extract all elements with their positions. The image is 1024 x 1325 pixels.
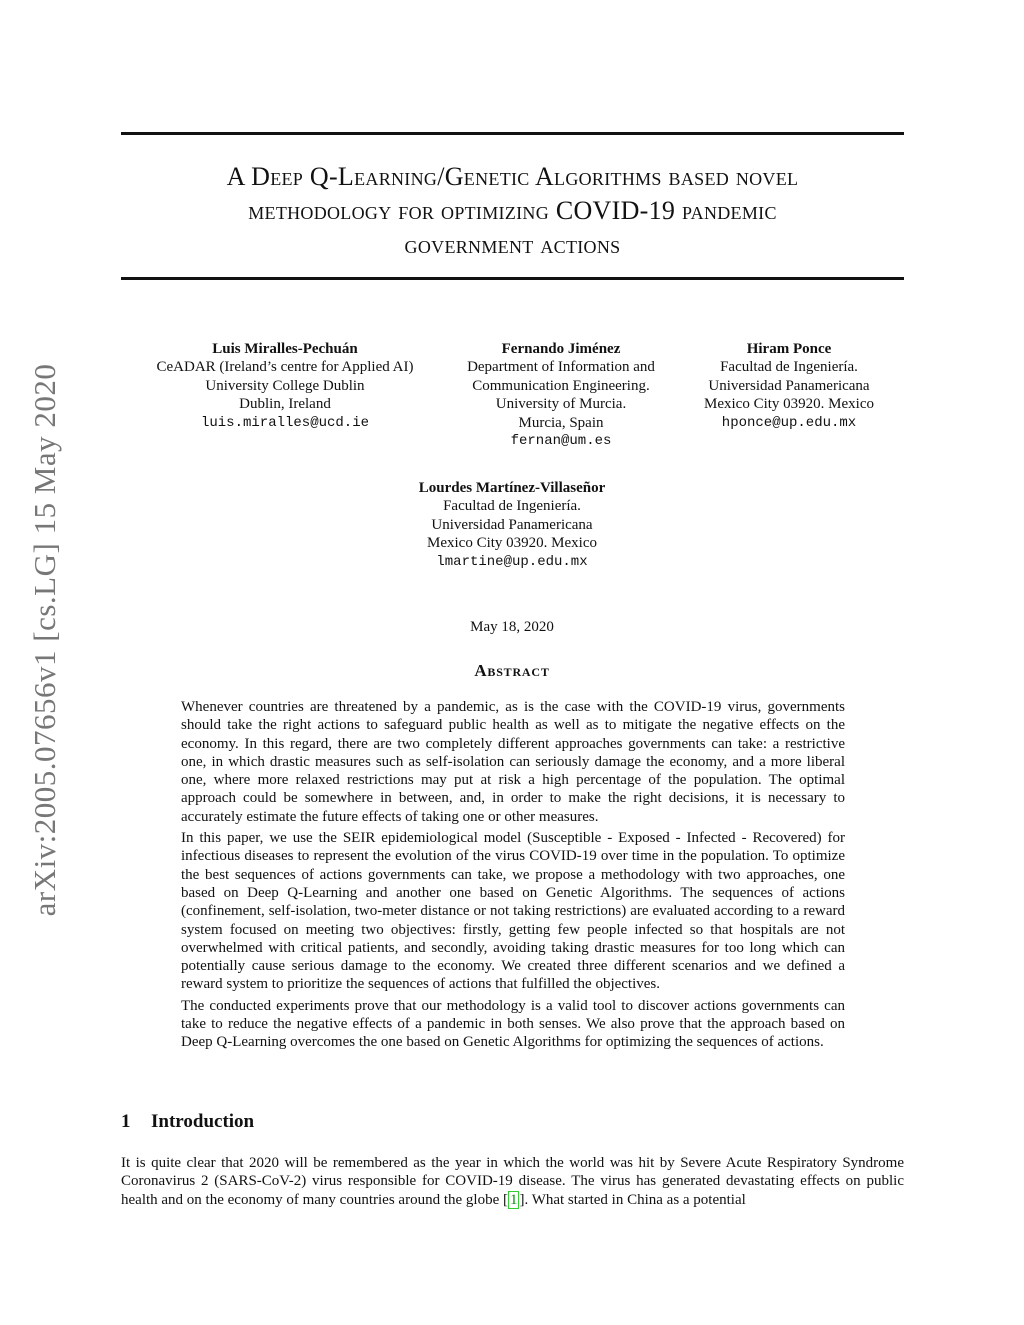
author-affiliation: Universidad Panamericana <box>431 516 593 533</box>
author-affiliation: University of Murcia. <box>495 396 627 413</box>
author-affiliation: Department of Information and <box>467 359 655 376</box>
intro-text-continued: ]. What started in China as a potential <box>519 1191 746 1208</box>
author-affiliation: University College Dublin <box>205 377 365 394</box>
title-top-rule <box>121 132 904 135</box>
paper-title <box>121 160 904 262</box>
title-line-2-end: pandemic <box>675 196 777 225</box>
author-affiliation: Universidad Panamericana <box>708 377 870 394</box>
section-number: 1 <box>121 1111 131 1132</box>
author-email[interactable]: luis.miralles@ucd.ie <box>200 414 370 431</box>
author-affiliation: CeADAR (Ireland’s centre for Applied AI) <box>156 359 414 376</box>
author-name: Luis Miralles-Pechuán <box>212 341 358 357</box>
author-email[interactable]: lmartine@up.edu.mx <box>436 553 588 570</box>
author-block <box>467 340 655 450</box>
author-block <box>156 340 413 432</box>
intro-text: It is quite clear that 2020 will be remembered as the year in which the world was hit by Severe Acute Respiratory Syndrome Coronavirus 2 (SARS-CoV-2) virus responsible for COVID-19 disease. The virus has generated devastating effects on public health and on the economy of many countries around the globe [ <box>121 1155 904 1208</box>
author-name: Hiram Ponce <box>746 341 832 357</box>
citation-link[interactable]: 1 <box>509 1191 518 1208</box>
author-affiliation: Facultad de Ingeniería. <box>443 498 581 515</box>
author-email[interactable]: hponce@up.edu.mx <box>721 414 857 431</box>
section-title: Introduction <box>151 1111 255 1132</box>
author-block <box>704 340 874 432</box>
section-heading <box>121 1111 254 1133</box>
paper-date: May 18, 2020 <box>470 619 554 635</box>
author-affiliation: Facultad de Ingeniería. <box>720 359 858 376</box>
author-name: Fernando Jiménez <box>501 341 621 357</box>
abstract-paragraph: In this paper, we use the SEIR epidemiological model (Susceptible - Exposed - Infected - Recovered) for infectious diseases to represent the evolution of the virus COVID-19 over time in the population. To optimize the best sequences of actions governments can take, we propose a methodology with two approaches, one based on Deep Q-Learning and another one based on Genetic Algorithms. The sequences of actions (confinement, self-isolation, two-meter distance or not taking restrictions) are evaluated according to a reward system focused on meeting two objectives: firstly, getting few people infected so that hospitals are not overwhelmed with critical patients, and secondly, avoiding taking drastic measures for too long which can potentially cause serious damage to the economy. We created three different scenarios and we defined a reward system to prioritize the sequences of actions that fulfilled the objectives. <box>181 830 845 993</box>
title-line-2 <box>121 194 904 228</box>
introduction-paragraph <box>121 1154 904 1209</box>
author-block <box>419 479 606 571</box>
abstract-heading: Abstract <box>474 661 550 680</box>
title-bottom-rule <box>121 277 904 280</box>
author-affiliation: Mexico City 03920. Mexico <box>704 396 874 413</box>
abstract-body <box>181 698 845 1055</box>
author-affiliation: Dublin, Ireland <box>239 396 331 413</box>
abstract-paragraph: Whenever countries are threatened by a pandemic, as is the case with the COVID-19 virus, governments should take the right actions to safeguard public health as well as to mitigate the negative effects on the economy. In this regard, there are two completely different approaches governments can take: a restrictive one, in which drastic measures such as self-isolation can seriously damage the economy, and a more liberal one, where more relaxed restrictions may put at risk a high percentage of the population. The optimal approach could be somewhere in between, and, in order to make the right decisions, it is necessary to accurately estimate the future effects of taking one or other measures. <box>181 699 845 825</box>
abstract-paragraph: The conducted experiments prove that our methodology is a valid tool to discover actions governments can take to reduce the negative effects of a pandemic in both senses. We also prove that the approach based on Deep Q-Learning overcomes the one based on Genetic Algorithms for optimizing the sequences of actions. <box>181 997 845 1051</box>
title-line-3: government actions <box>404 230 621 259</box>
title-covid: COVID-19 <box>555 196 676 225</box>
title-line-2-start: methodology for optimizing <box>248 196 556 225</box>
author-affiliation: Mexico City 03920. Mexico <box>427 535 597 552</box>
author-email[interactable]: fernan@um.es <box>510 433 612 450</box>
arxiv-identifier-stamp: arXiv:2005.07656v1 [cs.LG] 15 May 2020 <box>27 363 62 917</box>
author-name: Lourdes Martínez-Villaseñor <box>418 480 606 496</box>
author-affiliation: Communication Engineering. <box>472 377 650 394</box>
author-affiliation: Murcia, Spain <box>518 414 604 431</box>
title-line-1: A Deep Q-Learning/Genetic Algorithms based novel <box>226 162 799 191</box>
